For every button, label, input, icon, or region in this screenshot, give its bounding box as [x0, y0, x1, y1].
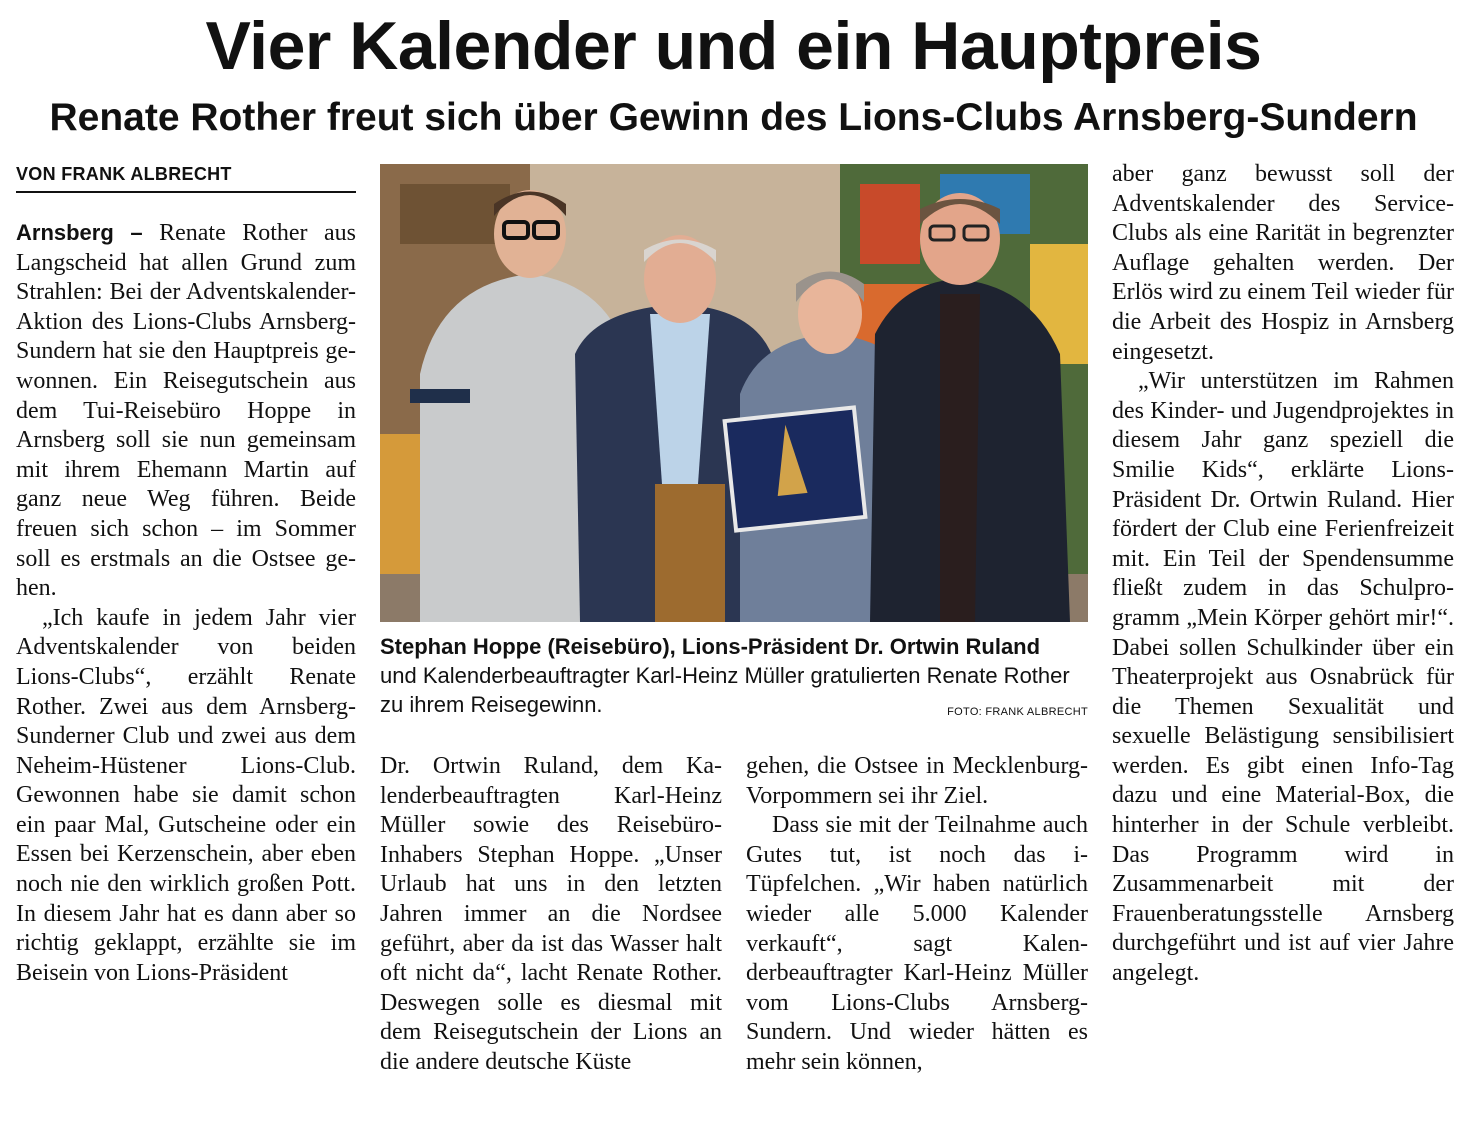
article-column-3: [746, 752, 1088, 1078]
article-column-2: [380, 752, 722, 1078]
dateline: Arnsberg –: [16, 220, 143, 245]
article-paragraph: „Wir unterstützen im Rahmen des Kinder- und Jugendprojektes in diesem Jahr ganz speziell die Smilie Kids“, erklärte Lions-Präsident Dr. Ortwin Ruland. Hier fördert der Club eine Ferienfreizeit mit. Ein Teil der Spendensumme fließt zudem in das Schulprogramm „Mein Körper gehört mir!“. Dabei sollen Schulkinder über ein Theaterprojekt aus Osnabrück für die Themen Sexualität und sexuelle Belästigung sensibilisiert werden. Es gibt einen Info-Tag dazu und eine Material-Box, die hinterher in der Schule verbleibt. Das Programm wird in Zusammenarbeit mit der Frauenberatungsstelle Arnsberg durchgeführt und ist auf vier Jahre angelegt.: [1112, 368, 1454, 987]
article-photo: [380, 164, 1088, 622]
subheadline: Renate Rother freut sich über Gewinn des Lions-Clubs Arnsberg-Sundern: [49, 96, 1418, 139]
byline: VON FRANK ALBRECHT: [16, 164, 356, 193]
article-paragraph: aber ganz bewusst soll der Adventskalender des Service-Clubs als eine Rarität in begrenzter Auflage gehalten werden. Der Erlös wird zu einem Teil wieder für die Arbeit des Hospiz in Arnsberg eingesetzt.: [1112, 161, 1454, 365]
photo-illustration: [380, 164, 1088, 622]
caption-names: Stephan Hoppe (Reisebüro), Lions-Präsident Dr. Ortwin Ruland: [380, 634, 1041, 659]
article-paragraph: „Ich kaufe in jedem Jahr vier Adventskalender von beiden Lions-Clubs“, erzählt Renate Rother. Zwei aus dem Arnsberg-Sunderner Club und zwei aus dem Neheim-Hüstener Lions-Club. Gewonnen habe sie damit schon ein paar Mal, Gutscheine oder ein Essen bei Kerzenschein, aber eben noch nie den wirklich großen Pott. In diesem Jahr hat es dann aber so richtig geklappt, erzählte sie im Beisein von Lions-Präsident: [16, 604, 356, 986]
photo-credit: FOTO: FRANK ALBRECHT: [947, 706, 1088, 718]
article-column-4: [1112, 160, 1454, 989]
paragraph-text: Renate Rother aus Langscheid hat allen Grund zum Strahlen: Bei der Adventskalender-Aktion des Lions-Clubs Arnsberg-Sundern hat sie den Hauptpreis gewonnen. Ein Reisegutschein aus dem Tui-Reisebüro Hoppe in Arnsberg soll sie nun gemeinsam mit ihrem Ehemann Martin auf ganz neue Weg führen. Beide freuen sich schon – im Sommer soll es erstmals an die Ostsee gehen.: [16, 220, 356, 602]
photo-caption: [380, 632, 1088, 727]
article-paragraph: Dr. Ortwin Ruland, dem Kalenderbeauftragten Karl-Heinz Müller sowie des Reisebüro-Inhabers Stephan Hoppe. „Unser Urlaub hat uns in den letzten Jahren immer an die Nordsee geführt, aber da ist das Wasser halt oft nicht da“, lacht Renate Rother. Deswegen solle es diesmal mit dem Reisegutschein der Lions an die andere deutsche Küste: [380, 753, 722, 1075]
article-paragraph: gehen, die Ostsee in Mecklenburg-Vorpommern sei ihr Ziel.: [746, 753, 1088, 809]
caption-text: und Kalenderbeauftragter Karl-Heinz Müller gratulierten Renate Rother zu ihrem Reisegewinn.: [380, 663, 1070, 717]
article-paragraph: [16, 218, 356, 604]
headline: Vier Kalender und ein Hauptpreis: [205, 8, 1262, 84]
article-column-1: [16, 218, 356, 988]
article-paragraph: Dass sie mit der Teilnahme auch Gutes tut, ist noch das i-Tüpfelchen. „Wir haben natürlich wieder alle 5.000 Kalender verkauft“, sagt Kalenderbeauftragter Karl-Heinz Müller vom Lions-Clubs Arnsberg-Sundern. Und wieder hätten es mehr sein können,: [746, 812, 1088, 1075]
